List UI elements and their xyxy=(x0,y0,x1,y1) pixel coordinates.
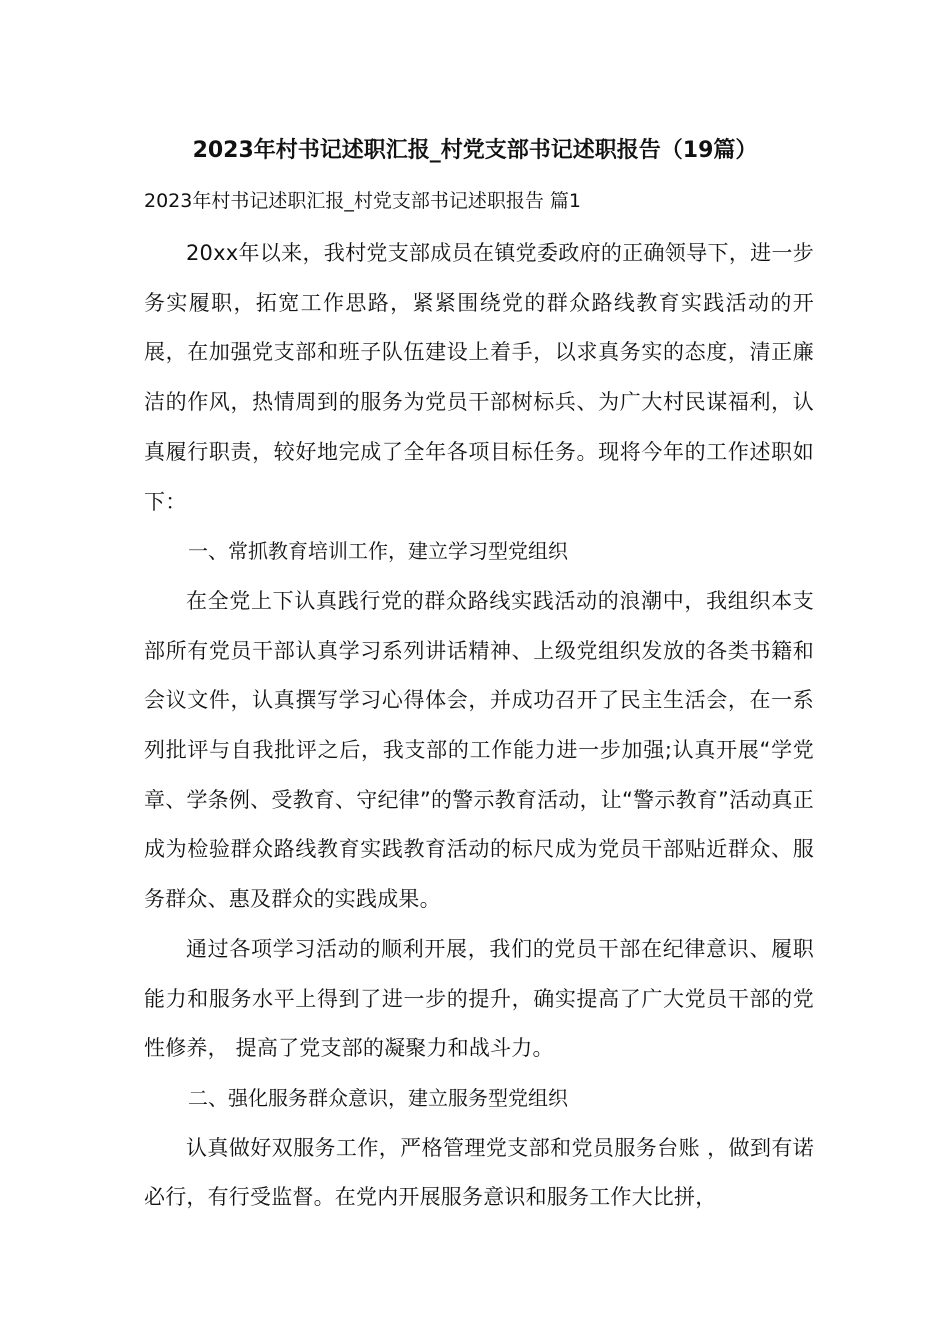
section-heading-1: 一、常抓教育培训工作，建立学习型党组织 xyxy=(188,539,568,564)
paragraph-results: 通过各项学习活动的顺利开展，我们的党员干部在纪律意识、履职能力和服务水平上得到了进一步的提升，确实提高了广大党员干部的党性修养， 提高了党支部的凝聚力和战斗力。 xyxy=(144,936,814,1061)
paragraph-service: 认真做好双服务工作，严格管理党支部和党员服务台账 ，做到有诺必行，有行受监督。在党内开展服务意识和服务工作大比拼， xyxy=(144,1135,814,1210)
document-body xyxy=(144,229,814,1223)
document-subtitle: 2023年村书记述职汇报_村党支部书记述职报告 篇1 xyxy=(144,190,581,212)
section-heading-2: 二、强化服务群众意识，建立服务型党组织 xyxy=(188,1085,568,1110)
paragraph-study: 在全党上下认真践行党的群众路线实践活动的浪潮中，我组织本支部所有党员干部认真学习系列讲话精神、上级党组织发放的各类书籍和会议文件，认真撰写学习心得体会，并成功召开了民主生活会，在一系列批评与自我批评之后，我支部的工作能力进一步加强;认真开展“学党章、学条例、受教育、守纪律”的警示教育活动，让“警示教育”活动真正成为检验群众路线教育实践教育活动的标尺成为党员干部贴近群众、服务群众、惠及群众的实践成果。 xyxy=(144,588,814,912)
paragraph-intro: 20xx年以来，我村党支部成员在镇党委政府的正确领导下，进一步务实履职，拓宽工作思路，紧紧围绕党的群众路线教育实践活动的开展，在加强党支部和班子队伍建设上着手，以求真务实的态度，清正廉洁的作风，热情周到的服务为党员干部树标兵、为广大村民谋福利，认真履行职责，较好地完成了全年各项目标任务。现将今年的工作述职如下： xyxy=(144,241,814,514)
document-title: 2023年村书记述职汇报_村党支部书记述职报告（19篇） xyxy=(192,138,758,163)
